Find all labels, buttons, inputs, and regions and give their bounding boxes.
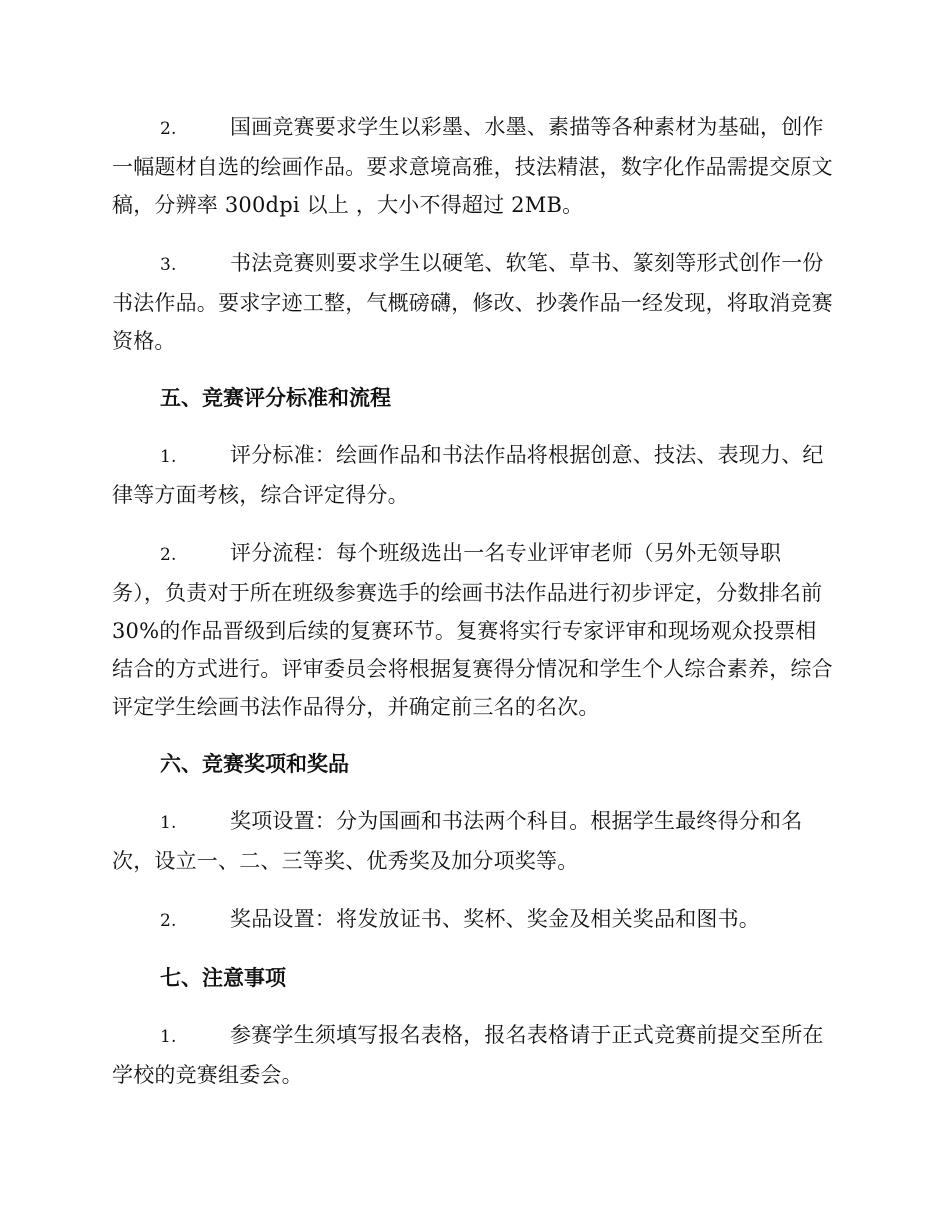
item-number: 3. xyxy=(160,255,177,275)
list-item xyxy=(112,534,834,726)
item-number: 2. xyxy=(160,545,177,565)
list-item xyxy=(112,436,834,514)
list-item xyxy=(112,108,834,224)
item-number: 2. xyxy=(160,119,177,139)
list-item xyxy=(112,802,834,880)
item-text: 国画竞赛要求学生以彩墨、水墨、素描等各种素材为基础，创作一幅题材自选的绘画作品。要求意境高雅，技法精湛，数字化作品需提交原文稿，分辨率 300dpi 以上 ，大小不得超过 2MB。 xyxy=(112,115,833,217)
document-body xyxy=(112,108,834,1114)
section-heading: 七、注意事项 xyxy=(160,966,286,990)
item-text: 奖项设置：分为国画和书法两个科目。根据学生最终得分和名次，设立一、二、三等奖、优秀奖及加分项奖等。 xyxy=(112,809,803,873)
item-text: 评分标准：绘画作品和书法作品将根据创意、技法、表现力、纪律等方面考核，综合评定得分。 xyxy=(112,443,824,507)
list-item xyxy=(112,900,834,940)
item-text: 书法竞赛则要求学生以硬笔、软笔、草书、篆刻等形式创作一份书法作品。要求字迹工整，气概磅礴，修改、抄袭作品一经发现，将取消竞赛资格。 xyxy=(112,251,833,353)
list-item xyxy=(112,244,834,360)
section-heading: 五、竞赛评分标准和流程 xyxy=(160,386,391,410)
item-number: 1. xyxy=(160,813,177,833)
item-number: 1. xyxy=(160,447,177,467)
item-number: 1. xyxy=(160,1027,177,1047)
item-text: 评分流程：每个班级选出一名专业评审老师（另外无领导职务），负责对于所在班级参赛选手的绘画书法作品进行初步评定，分数排名前 30%的作品晋级到后续的复赛环节。复赛将实行专家评审和现场观众投票相结合的方式进行。评审委员会将根据复赛得分情况和学生个人综合素养，综合评定学生绘画书法作品得分，并确定前三名的名次。 xyxy=(112,541,833,719)
list-item xyxy=(112,1016,834,1094)
section-heading: 六、竞赛奖项和奖品 xyxy=(160,752,349,776)
item-number: 2. xyxy=(160,911,177,931)
item-text: 奖品设置：将发放证书、奖杯、奖金及相关奖品和图书。 xyxy=(230,907,760,931)
item-text: 参赛学生须填写报名表格，报名表格请于正式竞赛前提交至所在学校的竞赛组委会。 xyxy=(112,1023,824,1087)
